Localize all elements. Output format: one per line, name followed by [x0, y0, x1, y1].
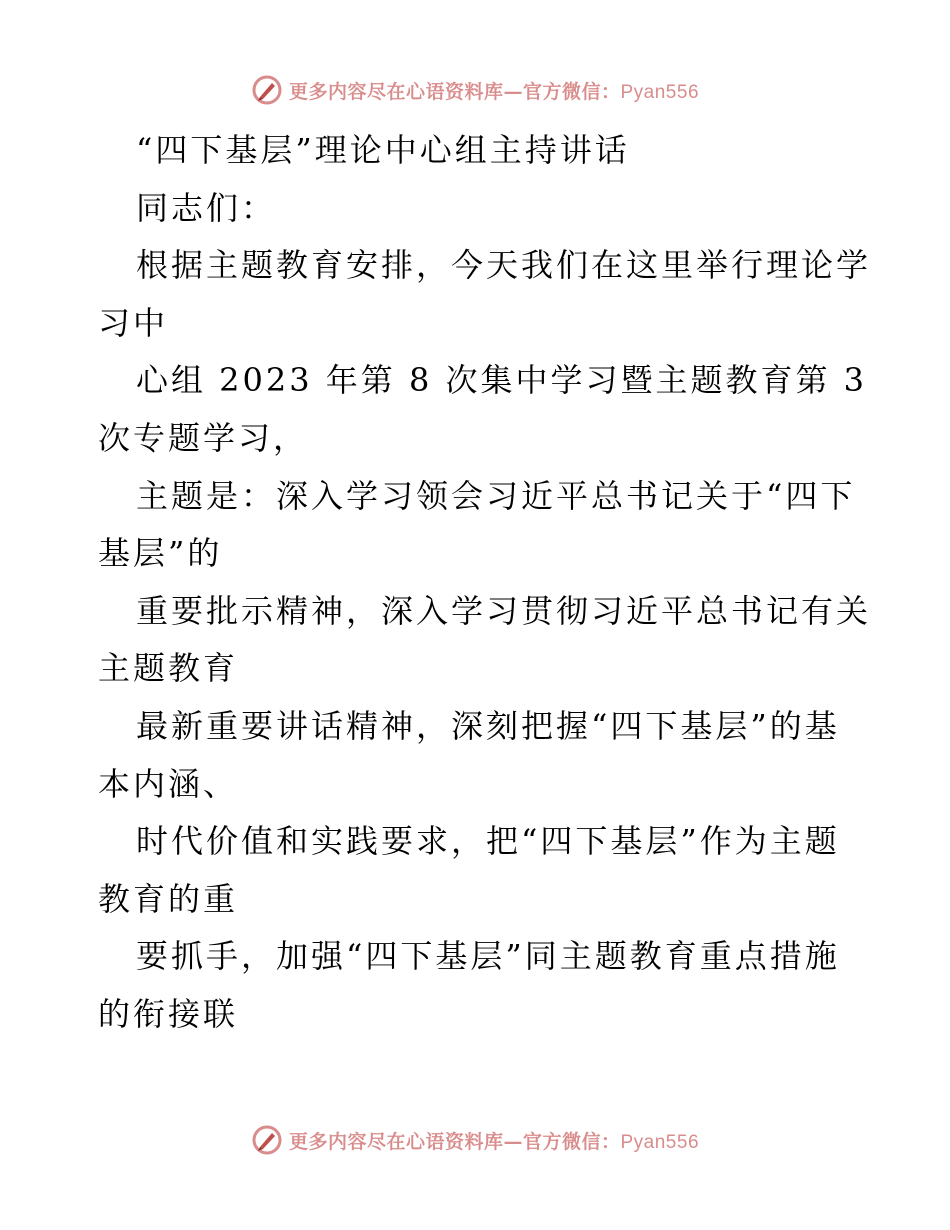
doc-line: 教育的重 — [98, 879, 239, 918]
document-body — [98, 122, 872, 1044]
doc-line: 的衔接联 — [98, 994, 239, 1033]
doc-line: 主题是：深入学习领会习近平总书记关于“四下 — [136, 476, 856, 515]
doc-line: 同志们： — [136, 188, 277, 227]
doc-line: 主题教育 — [98, 649, 239, 688]
doc-line: 习中 — [98, 303, 169, 342]
watermark-text — [289, 1127, 699, 1154]
doc-line: 基层”的 — [98, 534, 223, 573]
watermark-label: 更多内容尽在心语资料库—官方微信： — [288, 1130, 621, 1153]
watermark-text — [289, 77, 699, 104]
doc-line: 次专题学习， — [98, 418, 309, 457]
watermark-wechat-id: Pyan556 — [620, 81, 700, 103]
doc-line: 要抓手，加强“四下基层”同主题教育重点措施 — [136, 937, 840, 976]
header-watermark — [0, 70, 950, 110]
doc-line: 根据主题教育安排，今天我们在这里举行理论学 — [136, 246, 872, 285]
doc-line: 本内涵、 — [98, 764, 239, 803]
doc-line: 重要批示精神，深入学习贯彻习近平总书记有关 — [136, 591, 872, 630]
pen-logo-icon — [251, 74, 283, 106]
footer-watermark — [0, 1120, 950, 1160]
doc-line: 时代价值和实践要求，把“四下基层”作为主题 — [136, 822, 840, 861]
pen-logo-icon — [251, 1124, 283, 1156]
watermark-label: 更多内容尽在心语资料库—官方微信： — [288, 80, 621, 103]
doc-line: 心组 2023 年第 8 次集中学习暨主题教育第 3 — [136, 361, 868, 400]
doc-line: “四下基层”理论中心组主持讲话 — [136, 131, 630, 169]
watermark-wechat-id: Pyan556 — [620, 1131, 700, 1153]
doc-line: 最新重要讲话精神，深刻把握“四下基层”的基 — [136, 706, 840, 745]
